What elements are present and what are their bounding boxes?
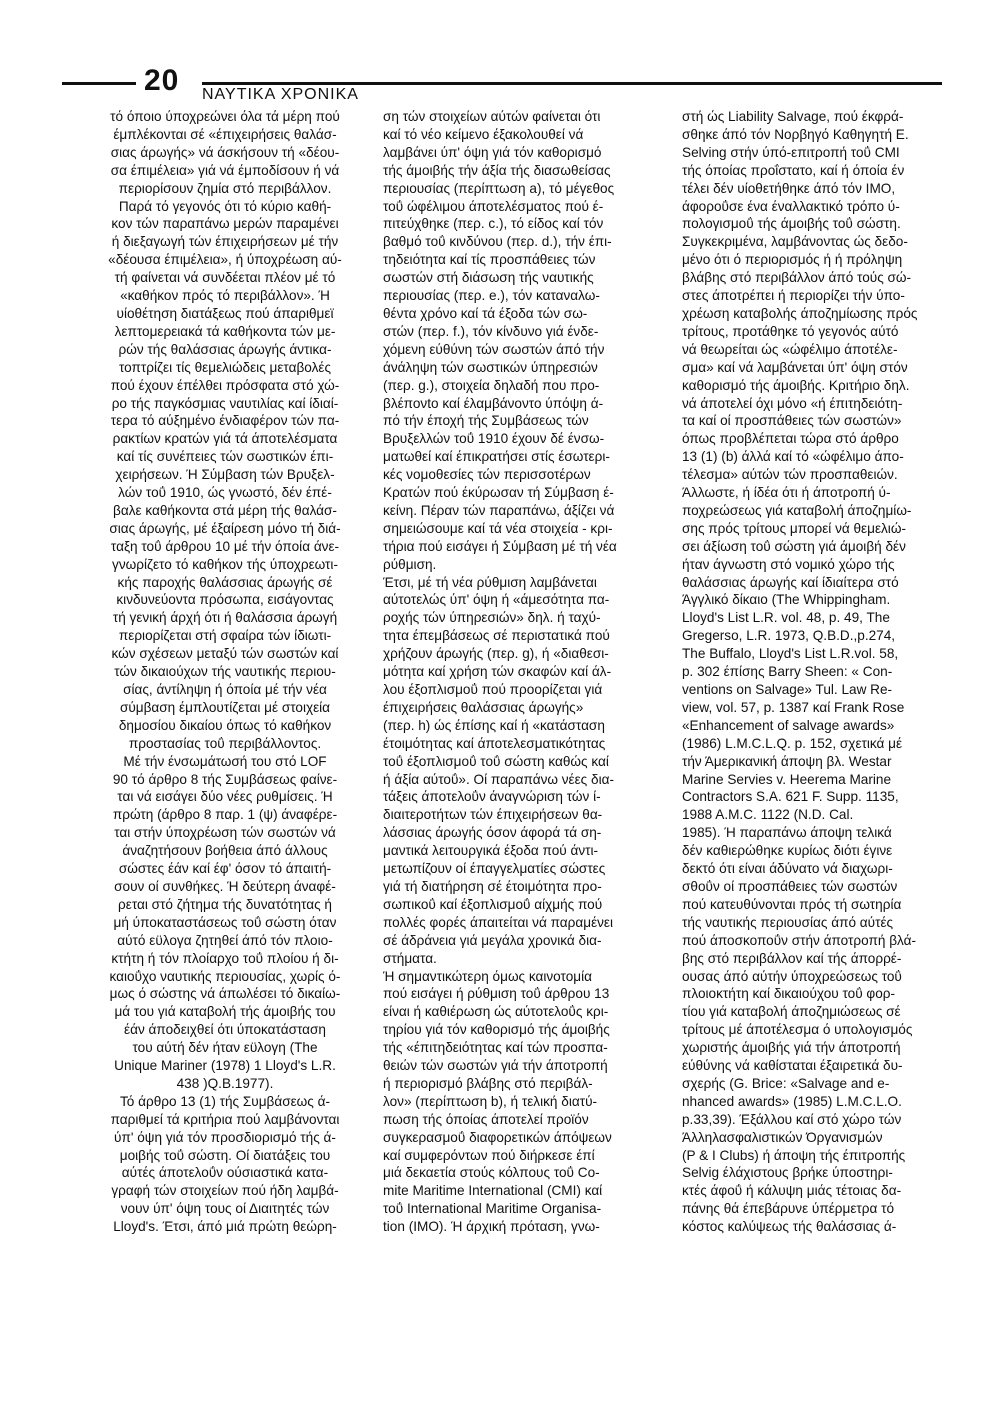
text-column-3 [682,108,956,1236]
paragraph: Ή σημαντικώτερη όμως καινοτομία πού εισάγει ή ρύθμιση τοΰ άρθρου 13 είναι ή καθιέρωση ώς αύτοτελοΰς κρι- τηρίου γιά τόν καθορισμό τής άμοιβής τής «έπιτηδειότητας καί τών προσπα- θειών τών σωστών γιά τήν άποτροπή ή περιορισμό βλάβης στό περιβάλ- λον» (περίπτωση b), ή τελική διατύ- πωση τής όποίας άποτελεί προϊόν συγκερασμοΰ διαφορετικών άπόψεων καί συμφερόντων πού διήρκεσε έπί μιά δεκαετία στούς κόλπους τοΰ Co- mite Maritime International (CMI) καί τοΰ International Maritime Organisa- tion (IMO). Ή άρχική πρόταση, γνω- [383,968,612,1235]
paragraph: Έτσι, μέ τή νέα ρύθμιση λαμβάνεται αύτοτελώς ύπ' όψη ή «άμεσότητα πα- ροχής τών ύπηρεσιών» δηλ. ή ταχύ- τητα έπεμβάσεως σέ περιστατικά πού χρήζουν άρωγής (περ. g), ή «διαθεσι- μότητα καί χρήση τών σκαφών καί άλ- λου έξοπλισμοΰ πού προορίζεται γιά έπιχειρήσεις θαλάσσιας άρωγής» (περ. h) ώς έπίσης καί ή «κατάσταση έτοιμότητας καί άποτελεσματικότητας τοΰ έξοπλισμοΰ τοΰ σώστη καθώς καί ή άξία αύτοΰ». Οί παραπάνω νέες δια- τάξεις άποτελοΰν άναγνώριση τών ί- διαιτεροτήτων τών έπιχειρήσεων θα- λάσσιας άρωγής όσον άφορά τά ση- μαντικά λειτουργικά έξοδα πού άντι- μετωπίζουν οί έπαγγελματίες σώστες γιά τή διατήρηση σέ έτοιμότητα προ- σωπικοΰ καί έξοπλισμοΰ αίχμής πού πολλές φορές άπαιτείται νά παραμένει σέ άδράνεια γιά μεγάλα χρονικά δια- στήματα. [383,574,614,966]
text-column-2 [383,108,657,1236]
page-header [62,64,942,110]
paragraph: ση τών στοιχείων αύτών φαίνεται ότι καί τό νέο κείμενο έξακολουθεί νά λαμβάνει ύπ' όψη γιά τόν καθορισμό τής άμοιβής τήν άξία τής διασωθείσας περιουσίας (περίπτωση a), τό μέγεθος τοΰ ώφέλιμου άποτελέσματος πού έ- πιτεύχθηκε (περ. c.), τό είδος καί τόν βαθμό τοΰ κινδύνου (περ. d.), τήν έπι- τηδειότητα καί τίς προσπάθειες τών σωστών στή διάσωση τής ναυτικής περιουσίας (περ. e.), τόν καταναλω- θέντα χρόνο καί τά έξοδα τών σω- στών (περ. f.), τόν κίνδυνο γιά ένδε- χόμενη εύθύνη τών σωστών άπό τήν άνάληψη τών σωστικών ύπηρεσιών (περ. g.), στοιχεία δηλαδή που προ- βλέπονto καί έλαμβάνοντο ύπόψη ά- πό τήν έποχή τής Συμβάσεως τών Βρυξελλών τοΰ 1910 έχουν δέ ένσω- ματωθεί καί έπικρατήσει στίς έσωτερι- κές νομοθεσίες τών περισσοτέρων Κρατών πού έκύρωσαν τή Σύμβαση έ- κείνη. Πέραν τών παραπάνω, άξίζει νά σημειώσουμε καί τά νέα στοιχεία - κρι- τήρια πού εισάγει ή Σύμβαση μέ τή νέα ρύθμιση. [383,109,617,572]
paragraph: στή ώς Liability Salvage, πού έκφρά- σθηκε άπό τόν Νορβηγό Καθηγητή E. Selving στήν ύπό-επιτροπή τοΰ CMI τής όποίας προΐστατο, καί ή όποία έν τέλει δέν υίοθετήθηκε άπό τόν IMO, άφοροΰσε ένα έναλλακτικό τρόπο ύ- πολογισμοΰ τής άμοιβής τοΰ σώστη. Συγκεκριμένα, λαμβάνοντας ώς δεδο- μένο ότι ό περιορισμός ή ή πρόληψη βλάβης στό περιβάλλον άπό τούς σώ- στες άποτρέπει ή περιορίζει τήν ύπο- χρέωση καταβολής άποζημίωσης πρός τρίτους, προτάθηκε τό γεγονός αύτό νά θεωρείται ώς «ώφέλιμο άποτέλε- σμα» καί νά λαμβάνεται ύπ' όψη στόν καθορισμό τής άμοιβής. Κριτήριο δηλ. νά άποτελεί όχι μόνο «ή έπιτηδειότη- τα καί οί προσπάθειες τών σωστών» όπως προβλέπεται τώρα στό άρθρο 13 (1) (b) άλλά καί τό «ώφέλιμο άπο- τέλεσμα» αύτών τών προσπαθειών. Άλλωστε, ή ίδέα ότι ή άποτροπή ύ- ποχρεώσεως γιά καταβολή άποζημίω- σης πρός τρίτους μπορεί νά θεμελιώ- σει άξίωση τοΰ σώστη γιά άμοιβή δέν ήταν άγνωστη στό νομικό χώρο τής θαλάσσιας άρωγής καί ίδιαίτερα στό Άγγλικό δίκαιο (The Whippingham. Lloyd's List L.R. vol. 48, p. 49, The Gregerso, L.R. 1973, Q.B.D.,p.274, The Buffalo, Lloyd's List L.R.vol. 58, p. 302 έπίσης Barry Sheen: « Con- ventions on Salvage» Tul. Law Re- view, vol. 57, p. 1387 καί Frank Rose «Enhancement of salvage awards» (1986) L.M.C.L.Q. p. 152, σχετικά μέ τήν Άμερικανική άποψη βλ. Westar Marine Servies v. Heerema Marine Contractors S.A. 621 F. Supp. 1135, 1988 A.M.C. 1122 (N.D. Cal. 1985). Ή παραπάνω άποψη τελικά δέν καθιερώθηκε κυρίως διότι έγινε δεκτό ότι είναι άδύνατο νά διαχωρι- σθοΰν οί προσπάθειες τών σωστών πού κατευθύνονται πρός τή σωτηρία τής ναυτικής περιουσίας άπό αύτές πού άποσκοποΰν στήν άποτροπή βλά- βης στό περιβάλλον καί τής άπορρέ- ουσας άπό αύτήν ύποχρεώσεως τοΰ πλοιοκτήτη καί δικαιούχου τοΰ φορ- τίου γιά καταβολή άποζημιώσεως σέ τρίτους μέ άποτέλεσμα ό υπολογισμός χωριστής άμοιβής γιά τήν άποτροπή εύθύνης νά καθίσταται έξαιρετικά δυ- σχερής (G. Brice: «Salvage and e- nhanced awards» (1985) L.M.C.L.O. p.33,39). Έξάλλου καί στό χώρο τών Άλληλασφαλιστικών Όργανισμών (P & I Clubs) ή άποψη τής έπιτροπής Selvig έλάχιστους βρήκε ύποστηρι- κτές άφοΰ ή κάλυψη μιάς τέτοιας δα- πάνης θά έπεβάρυνε ύπέρμετρα τό κόστος καλύψεως τής θαλάσσιας ά- [682,109,918,1235]
header-rule-right [202,82,942,85]
paragraph: Τό άρθρο 13 (1) τής Συμβάσεως ά- παριθμεί τά κριτήρια πού λαμβάνονται ύπ' όψη γιά τόν προσδιορισμό τής ά- μοιβής τοΰ σώστη. Οί διατάξεις του αύτές άποτελοΰν ούσιαστικά κατα- γραφή τών στοιχείων πού ήδη λαμβά- νουν ύπ' όψη τους οί Διαιτητές τών Lloyd's. Έτσι, άπό μιά πρώτη θεώρη- [110,1093,340,1235]
text-column-1 [88,108,362,1236]
publication-title: ΝΑΥΤΙΚΑ ΧΡΟΝΙΚΑ [202,86,359,103]
header-rule-left [62,82,136,85]
paragraph: Μέ τήν ένσωμάτωσή του στό LOF 90 τό άρθρο 8 τής Συμβάσεως φαίνε- ται νά εισάγει δύο νέες ρυθμίσεις. Ή πρώτη (άρθρο 8 παρ. 1 (ψ) άναφέρε- ται στήν ύποχρέωση τών σωστών νά άναζητήσουν βοήθεια άπό άλλους σώστες έάν καί έφ' όσον τό άπαιτή- σουν οί συνθήκες. Ή δεύτερη άναφέ- ρεται στό ζήτημα τής δυνατότητας ή μή ύποκαταστάσεως τοΰ σώστη όταν αύτό εϋλογα ζητηθεί άπό τόν πλοιο- κτήτη ή τόν πλοίαρχο τοΰ πλοίου ή δι- καιοΰχο ναυτικής περιουσίας, χωρίς ό- μως ό σώστης νά άπωλέσει τό δικαίω- μά του γιά καταβολή τής άμοιβής του έάν άποδειχθεί ότι ύποκατάσταση του αύτή δέν ήταν εϋλογη (The Unique Mariner (1978) 1 Lloyd's L.R. 438 )Q.B.1977). [109,753,341,1091]
paragraph: τό όποιο ύποχρεώνει όλα τά μέρη πού έμπλέκονται σέ «έπιχειρήσεις θαλάσ- σιας άρωγής» νά άσκήσουν τή «δέου- σα έπιμέλεια» γιά νά έμποδίσουν ή νά περιορίσουν ζημία στό περιβάλλον. Παρά τό γεγονός ότι τό κύριο καθή- κον τών παραπάνω μερών παραμένει ή διεξαγωγή τών έπιχειρήσεων μέ τήν «δέουσα έπιμέλεια», ή ύποχρέωση αύ- τή φαίνεται νά συνδέεται πλέον μέ τό «καθήκον πρός τό περιβάλλον». Ή υίοθέτηση διατάξεως πού άπαριθμεϊ λεπτομερειακά τά καθήκοντα τών με- ρών τής θαλάσσιας άρωγής άντικα- τοπτρίζει τίς θεμελιώδεις μεταβολές πού έχουν έπέλθει πρόσφατα στό χώ- ρο τής παγκόσμιας ναυτιλίας καί ίδιαί- τερα τό αύξημένο ένδιαφέρον τών πα- ρακτίων κρατών γιά τά άποτελέσματα καί τίς συνέπειες τών σωστικών έπι- χειρήσεων. Ή Σύμβαση τών Βρυξελ- λών τοΰ 1910, ώς γνωστό, δέν έπέ- βαλε καθήκοντα στά μέρη τής θαλάσ- σιας άρωγής, μέ έξαίρεση μόνο τή διά- ταξη τοΰ άρθρου 10 μέ τήν όποία άνε- γνωρίζετο τό καθήκον τής ύποχρεωτι- κής παροχής θαλάσσιας άρωγής σέ κινδυνεύοντα πρόσωπα, εισάγοντας τή γενική άρχή ότι ή θαλάσσια άρωγή περιορίζεται στή σφαίρα τών ίδιωτι- κών σχέσεων μεταξύ τών σωστών καί τών δικαιούχων τής ναυτικής περιου- σίας, άντίληψη ή όποία μέ τήν νέα σύμβαση έμπλουτίζεται μέ στοιχεία δημοσίου δικαίου όπως τό καθήκον προστασίας τοΰ περιβάλλοντος. [108,109,342,751]
page-number: 20 [144,64,180,97]
